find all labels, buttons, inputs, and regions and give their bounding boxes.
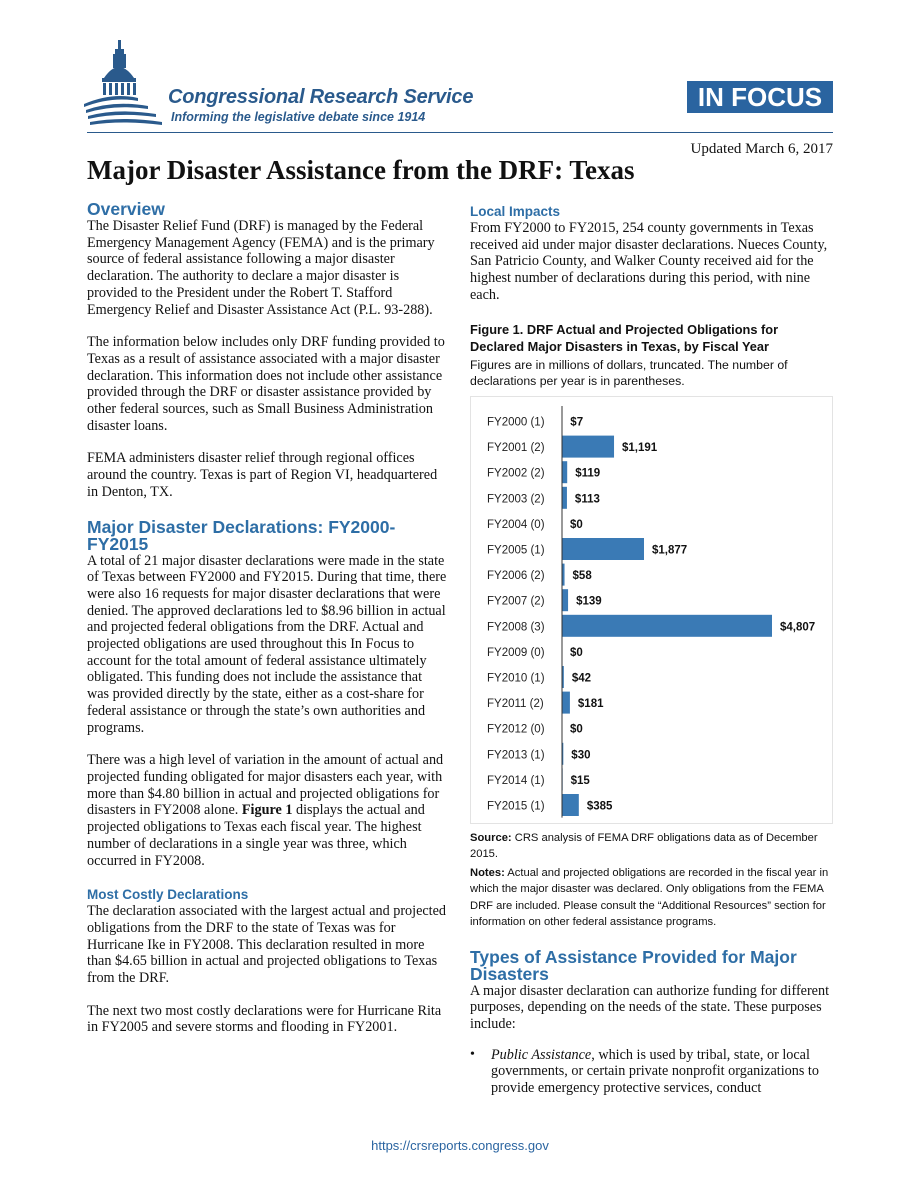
declarations-paragraph-1: A total of 21 major disaster declarations were made in the state of Texas between FY2000 and FY2015. During that time, there were also 16 requests for major disaster declarations that were denied. The approved declarations led to $8.96 billion in actual and projected federal obligations from the DRF. Actual and projected obligations are used throughout this In Focus to account for the total amount of federal assistance ultimately obligated. This funding does not include the assistance that was provided directly by the state, either as a cost-share for federal assistance or through the state’s own authorities and programs. [87, 552, 447, 736]
page-header [0, 0, 920, 157]
value-label: $0 [570, 518, 583, 531]
value-label: $4,807 [780, 620, 816, 633]
value-label: $385 [586, 800, 613, 813]
list-item: • Public Assistance, which is used by tribal, state, or local governments, or certain private nonprofit organizations to provide emergency protective services, conduct [470, 1047, 834, 1097]
value-label: $1,877 [651, 544, 688, 557]
footer-url-link[interactable]: https://crsreports.congress.gov [371, 1138, 549, 1153]
bar [562, 614, 772, 636]
assistance-types-list [470, 1047, 834, 1097]
category-label: FY2002 (2) [487, 467, 545, 480]
value-label: $58 [572, 569, 592, 582]
overview-paragraph-1: The Disaster Relief Fund (DRF) is managed by the Federal Emergency Management Agency (FEMA) and is the primary source of federal assistance following a major disaster declaration. The authority to declare a major disaster is provided to the President under the Robert T. Stafford Emergency Relief and Disaster Assistance Act (P.L. 93-288). [87, 218, 435, 318]
category-label: FY2001 (2) [487, 441, 545, 454]
value-label: $181 [577, 697, 604, 710]
category-label: FY2007 (2) [487, 595, 545, 608]
bar [562, 538, 644, 560]
value-label: $15 [570, 774, 590, 787]
overview-heading: Overview [87, 199, 165, 219]
category-label: FY2014 (1) [487, 774, 545, 787]
types-paragraph: A major disaster declaration can authorize funding for different purposes, depending on the needs of the state. These purposes include: [470, 982, 830, 1032]
bar [562, 691, 570, 713]
value-label: $0 [570, 646, 583, 659]
category-label: FY2000 (1) [487, 416, 545, 429]
costly-paragraph-1: The declaration associated with the largest actual and projected obligations from the DRF to the state of Texas was for Hurricane Ike in FY2008. This declaration resulted in more than $4.65 billion in actual and projected obligations to Texas from the DRF. [87, 903, 447, 987]
bar [562, 435, 614, 457]
figure-notes: Notes: Actual and projected obligations are recorded in the fiscal year in which the major disaster was declared. Only obligations from the FEMA DRF are included. Please consult the “Additional Resources” section for information on other federal assistance programs. [470, 866, 829, 929]
bar [562, 589, 568, 611]
value-label: $119 [575, 467, 601, 480]
header-divider [87, 132, 833, 133]
value-label: $1,191 [622, 441, 658, 454]
value-label: $0 [570, 723, 583, 736]
value-label: $113 [574, 492, 600, 505]
bar [562, 461, 567, 483]
bar [562, 486, 567, 508]
brand-name: Congressional Research Service [168, 86, 474, 108]
value-label: $30 [571, 748, 591, 761]
category-label: FY2009 (0) [487, 646, 545, 659]
category-label: FY2015 (1) [487, 800, 545, 813]
capitol-dome-logo-icon [82, 38, 164, 130]
overview-paragraph-3: FEMA administers disaster relief through regional offices around the country. Texas is part of Region VI, headquartered in Denton, TX. [87, 450, 438, 500]
category-label: FY2011 (2) [487, 697, 544, 710]
category-label: FY2005 (1) [487, 544, 545, 557]
types-heading: Types of Assistance Provided for Major Disasters [470, 946, 797, 984]
value-label: $42 [571, 672, 592, 685]
category-label: FY2013 (1) [487, 748, 545, 761]
right-column [470, 201, 834, 1097]
left-column [87, 201, 447, 1036]
declarations-heading: Major Disaster Declarations: FY2000-FY2015 [87, 516, 396, 554]
local-impacts-heading: Local Impacts [470, 204, 561, 219]
category-label: FY2004 (0) [487, 518, 545, 531]
value-label: $7 [570, 416, 584, 429]
figure-source: Source: CRS analysis of FEMA DRF obligations data as of December 2015. [470, 831, 818, 861]
figure-1-reference: Figure 1 [241, 802, 293, 819]
page-title: Major Disaster Assistance from the DRF: Texas [87, 155, 635, 185]
local-impacts-paragraph: From FY2000 to FY2015, 254 county governments in Texas received aid under major disaster declarations. Nueces County, San Patricio County, and Walker County received aid for the highest number of declarations during this period, with nine each. [470, 220, 828, 303]
obligations-chart [470, 396, 833, 824]
declarations-paragraph-2: There was a high level of variation in the amount of actual and projected funding obligated for major disasters each year, with more than $4.80 billion in actual and projected obligations for disasters in FY2008 alone. Figure 1 displays the actual and projected obligations to Texas each fiscal year. The highest number of declarations in a single year was three, which occurred in FY2008. [87, 752, 444, 869]
category-label: FY2006 (2) [487, 569, 545, 582]
costly-heading: Most Costly Declarations [87, 887, 249, 903]
brand-tagline: Informing the legislative debate since 1914 [171, 110, 426, 124]
category-label: FY2012 (0) [487, 723, 545, 736]
in-focus-badge: IN FOCUS [687, 81, 833, 113]
value-label: $139 [576, 595, 602, 608]
overview-paragraph-2: The information below includes only DRF funding provided to Texas as a result of assistance associated with a major disaster declaration. This information does not include other assistance provided through the DRF or disaster assistance provided by other federal sources, such as Small Business Administration disaster loans. [87, 334, 445, 434]
figure-title: Figure 1. DRF Actual and Projected Obligations for Declared Major Disasters in Texas, by Fiscal Year [470, 321, 779, 354]
bar [562, 794, 579, 816]
obligations-bar-chart [471, 397, 832, 823]
costly-paragraph-2: The next two most costly declarations were for Hurricane Rita in FY2005 and severe storms and flooding in FY2001. [87, 1002, 442, 1036]
updated-date: Updated March 6, 2017 [690, 141, 833, 157]
figure-subtitle: Figures are in millions of dollars, truncated. The number of declarations per year is in parentheses. [470, 357, 788, 388]
category-label: FY2010 (1) [487, 672, 545, 685]
category-label: FY2008 (3) [487, 620, 545, 633]
category-label: FY2003 (2) [487, 492, 545, 505]
